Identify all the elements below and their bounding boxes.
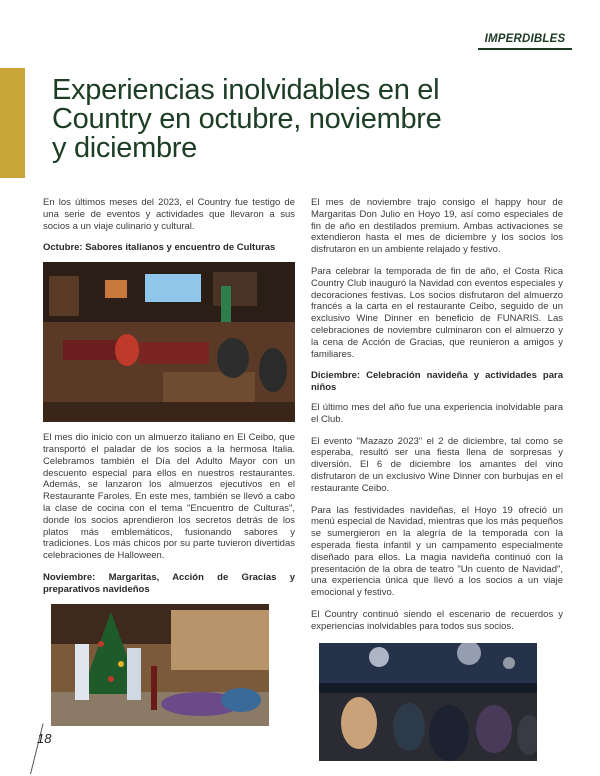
page-number: 18 bbox=[37, 731, 52, 746]
october-paragraph: El mes dio inicio con un almuerzo italiano en El Ceibo, que transportó el paladar de los socios a la hermosa Italia. Celebramos también el Día del Adulto Mayor con un descuento especial para ellos en nuestros restaurantes. Además, se lanzaron los almuerzos ejecutivos en el Restaurante Faroles. En este mes, también se llevó a cabo la clase de cocina con el tema "Encuentro de Culturas", donde los socios aprendieron los secretos detrás de los platos más emblemáticos, fusionando sabores y tradiciones. Los más chicos por su parte tuvieron divertidas celebraciones de Halloween. bbox=[43, 432, 295, 562]
december-paragraph-1: El último mes del año fue una experiencia inolvidable para el Club. bbox=[311, 401, 563, 425]
christmas-decorations-image bbox=[51, 604, 269, 726]
right-column bbox=[311, 197, 563, 771]
article-title: Experiencias inolvidables en el Country en octubre, noviembre y diciembre bbox=[52, 74, 442, 164]
intro-paragraph: En los últimos meses del 2023, el Country fue testigo de una serie de eventos y actividades que llevaron a sus socios a un viaje culinario y cultural. bbox=[43, 197, 295, 232]
december-heading: Diciembre: Celebración navideña y actividades para niños bbox=[311, 370, 563, 394]
november-paragraph-2: Para celebrar la temporada de fin de año, el Costa Rica Country Club inauguró la Navidad con eventos especiales y decoraciones festivas. Los socios disfrutaron del almuerzo francés a la carta en el restaurante Ceibo, seguido de un exclusivo Wine Dinner en beneficio de FUNARIS. Las celebraciones de noviembre culminaron con el almuerzo y la cena de Acción de Gracias, que reunieron a amigos y familiares. bbox=[311, 265, 563, 360]
left-column bbox=[43, 197, 295, 736]
closing-paragraph: El Country continuó siendo el escenario de recuerdos y experiencias inolvidables para todos sus socios. bbox=[311, 608, 563, 632]
gold-accent-bar bbox=[0, 68, 25, 178]
october-photo bbox=[43, 262, 295, 422]
party-crowd-image bbox=[319, 643, 537, 761]
december-photo bbox=[319, 643, 537, 761]
november-heading: Noviembre: Margaritas, Acción de Gracias y preparativos navideños bbox=[43, 571, 295, 595]
restaurant-event-image bbox=[43, 262, 295, 422]
section-tag-underline bbox=[478, 48, 572, 50]
december-paragraph-3: Para las festividades navideñas, el Hoyo 19 ofreció un menú especial de Navidad, mientras que los más pequeños se sumergieron en la alegría de la temporada con la esperada fiesta infantil y un campamento especialmente diseñado para ellos. La magia navideña continuó con la presentación de la obra de teatro "Un cuento de Navidad", una experiencia única que llevó a los socios a un viaje emocional y festivo. bbox=[311, 504, 563, 599]
section-tag: IMPERDIBLES bbox=[484, 33, 566, 45]
november-paragraph-1: El mes de noviembre trajo consigo el happy hour de Margaritas Don Julio en Hoyo 19, así como especiales de fin de año en destilados premium. Ambas activaciones se extendieron hasta el mes de diciembre y los socios los disfrutaron en un ambiente relajado y festivo. bbox=[311, 197, 563, 256]
november-photo bbox=[51, 604, 269, 726]
december-paragraph-2: El evento "Mazazo 2023" el 2 de diciembre, tal como se esperaba, resultó ser una fiesta llena de sorpresas y diversión. El 6 de diciembre los amantes del vino disfrutaron de un exclusivo Wine Dinner con burbujas en el restaurante Ceibo. bbox=[311, 435, 563, 494]
october-heading: Octubre: Sabores italianos y encuentro de Culturas bbox=[43, 242, 276, 254]
